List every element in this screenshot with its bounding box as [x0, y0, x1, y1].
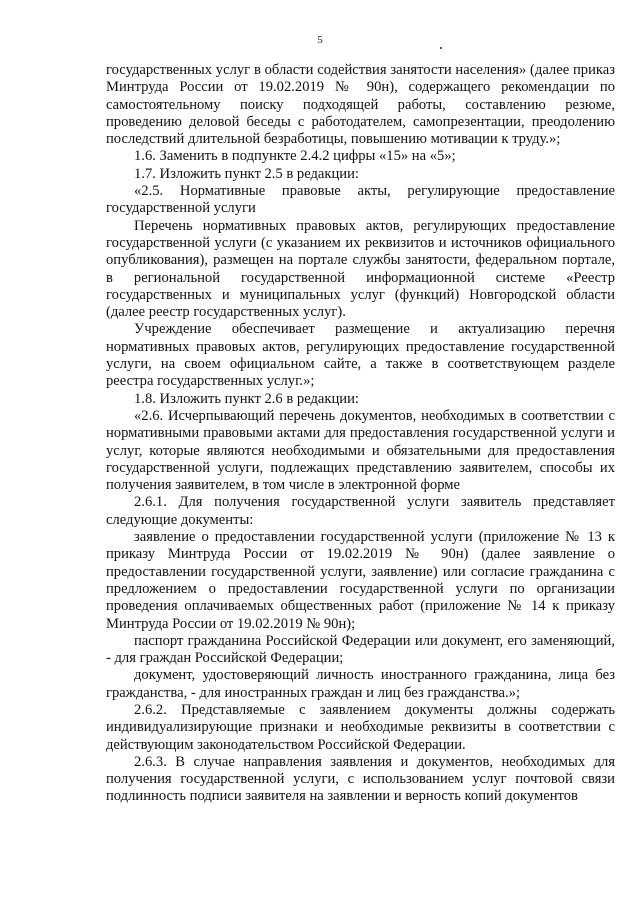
- paragraph: Учреждение обеспечивает размещение и актуализацию перечня нормативных правовых актов, регулирующих предоставление государственной услуги, на своем официальном сайте, а также в соответствующем разделе реестра государственных услуг.»;: [106, 321, 615, 390]
- paragraph: «2.6. Исчерпывающий перечень документов, необходимых в соответствии с нормативными правовыми актами для предоставления государственной услуги и услуг, которые являются необходимыми и обязательными для предоставления государственной услуги, подлежащих представлению заявителем, способы их получения заявителем, в том числе в электронной форме: [106, 407, 615, 494]
- paragraph: 2.6.1. Для получения государственной услуги заявитель представляет следующие документы:: [106, 494, 615, 528]
- paragraph: документ, удостоверяющий личность иностранного гражданина, лица без гражданства, - для иностранных граждан и лиц без гражданства.»;: [106, 667, 615, 701]
- paragraph: 1.6. Заменить в подпункте 2.4.2 цифры «15» на «5»;: [134, 148, 456, 165]
- page-number: 5: [317, 34, 323, 46]
- paragraph: 1.7. Изложить пункт 2.5 в редакции:: [134, 165, 359, 182]
- paragraph: 1.8. Изложить пункт 2.6 в редакции:: [134, 390, 359, 407]
- paragraph: «2.5. Нормативные правовые акты, регулирующие предоставление государственной услуги: [106, 183, 615, 217]
- paragraph: государственных услуг в области содействия занятости населения» (далее приказ Минтруда России от 19.02.2019 № 90н), содержащего рекомендации по самостоятельному поиску подходящей работы, составлению резюме, проведению деловой беседы с работодателем, самопрезентации, преодолению последствий длительной безработицы, повышению мотивации к труду.»;: [106, 62, 615, 148]
- paragraph: Перечень нормативных правовых актов, регулирующих предоставление государственной услуги (с указанием их реквизитов и источников официального опубликования), размещен на портале службы занятости, федеральном портале, в региональной государственной информационной системе «Реестр государственных и муниципальных услуг (функций) Новгородской области (далее реестр государственных услуг).: [106, 217, 615, 321]
- paragraph: 2.6.3. В случае направления заявления и документов, необходимых для получения государственной услуги, с использованием услуг почтовой связи подлинность подписи заявителя на заявлении и верность копий документов: [106, 753, 615, 805]
- document-body: [106, 62, 615, 806]
- paragraph: 2.6.2. Представляемые с заявлением документы должны содержать индивидуализирующие признаки и необходимые реквизиты в соответствии с действующим законодательством Российской Федерации.: [106, 701, 615, 753]
- paragraph: заявление о предоставлении государственной услуги (приложение № 13 к приказу Минтруда России от 19.02.2019 № 90н) (далее заявление о предоставлении государственной услуги, заявление) или согласие гражданина с предложением о предоставлении государственной услуги по организации проведения оплачиваемых общественных работ (приложение № 14 к приказу Минтруда России от 19.02.2019 № 90н);: [106, 529, 615, 632]
- paragraph: паспорт гражданина Российской Федерации или документ, его заменяющий, - для граждан Российской Федерации;: [106, 632, 615, 667]
- scan-dot-mark: [440, 47, 442, 49]
